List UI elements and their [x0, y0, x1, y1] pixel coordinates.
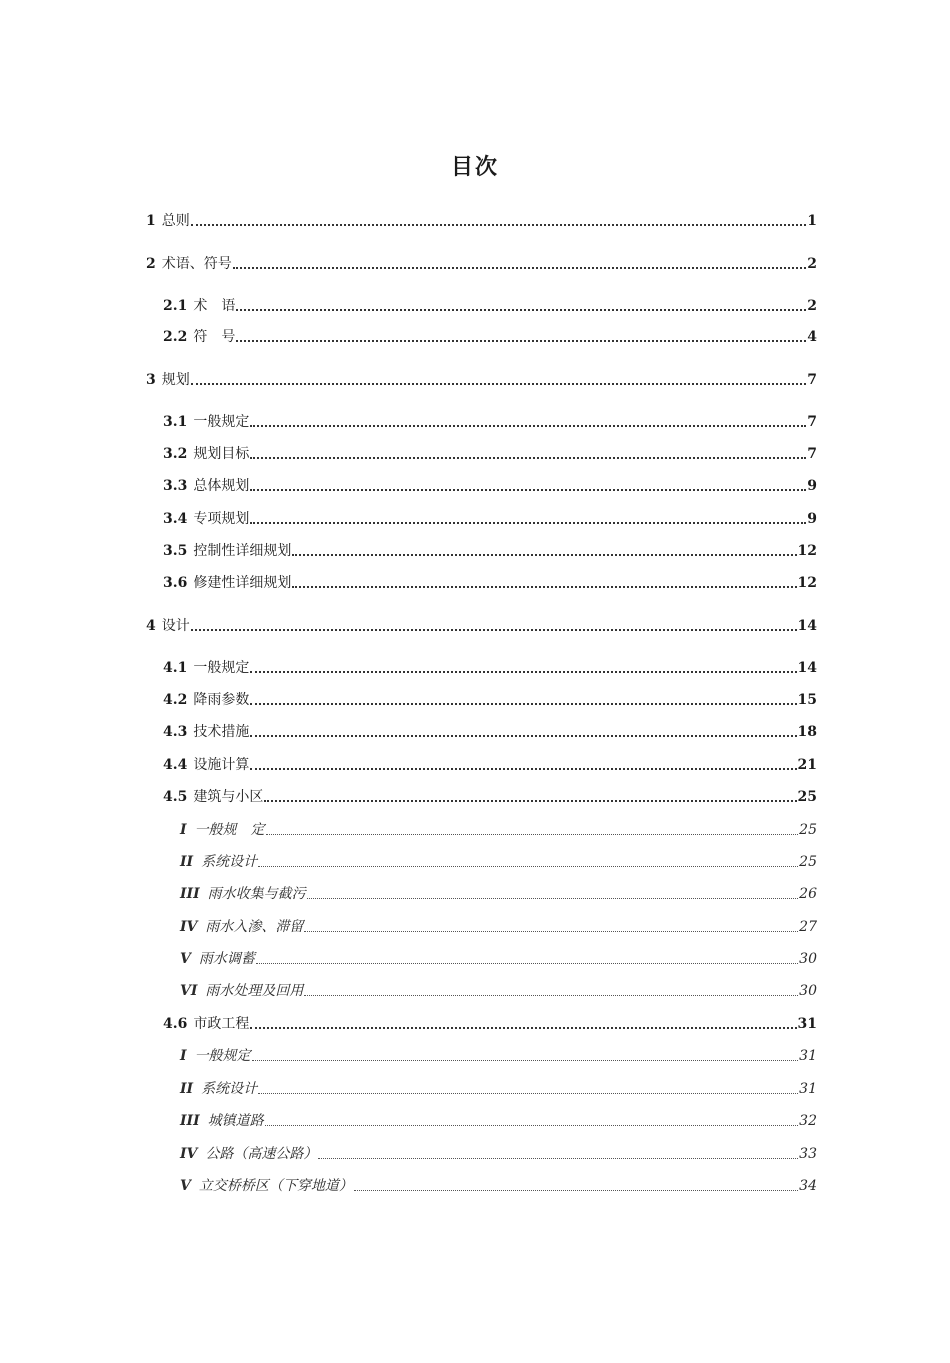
toc-entry-label: 一般规定 — [194, 1048, 251, 1064]
toc-entry-4-5[interactable] — [163, 784, 817, 806]
toc-entry-4-6-iv[interactable] — [180, 1141, 817, 1163]
toc-entry-page: 30 — [799, 983, 817, 999]
toc-entry-number: IV — [180, 919, 198, 935]
toc-entry-4-5-ii[interactable] — [180, 849, 817, 871]
dot-leader — [264, 800, 796, 802]
dot-leader — [318, 1158, 798, 1159]
dot-leader — [236, 340, 806, 342]
toc-entry-label: 控制性详细规划 — [193, 543, 292, 559]
dot-leader — [250, 522, 806, 524]
toc-entry-number: IV — [180, 1146, 198, 1162]
toc-entry-label: 降雨参数 — [193, 692, 250, 708]
toc-entry-3-4[interactable] — [163, 506, 817, 528]
toc-entry-label: 设计 — [161, 618, 190, 634]
toc-entry-label: 技术措施 — [193, 724, 250, 740]
toc-entry-number: III — [180, 1113, 200, 1129]
toc-entry-page: 12 — [797, 575, 817, 591]
toc-entry-label: 雨水调蓄 — [198, 951, 255, 967]
toc-entry-page: 31 — [799, 1081, 817, 1097]
toc-entry-number: 2.1 — [163, 298, 188, 314]
dot-leader — [250, 425, 806, 427]
toc-entry-page: 31 — [799, 1048, 817, 1064]
toc-entry-label: 雨水处理及回用 — [205, 983, 304, 999]
toc-entry-label: 专项规划 — [193, 511, 250, 527]
dot-leader — [191, 629, 797, 631]
toc-entry-label: 一般规定 — [193, 660, 250, 676]
toc-entry-4-6-iii[interactable] — [180, 1108, 817, 1130]
toc-entry-3-5[interactable] — [163, 538, 817, 560]
dot-leader — [252, 1060, 799, 1061]
toc-entry-page: 2 — [807, 298, 817, 314]
dot-leader — [191, 224, 807, 226]
toc-entry-4-6-i[interactable] — [180, 1043, 817, 1065]
toc-title: 目次 — [450, 154, 499, 180]
toc-entry-label: 设施计算 — [193, 757, 250, 773]
dot-leader — [250, 457, 806, 459]
toc-entry-page: 33 — [799, 1146, 817, 1162]
toc-entry-page: 18 — [797, 724, 817, 740]
toc-entry-label: 术 语 — [193, 298, 236, 314]
dot-leader — [233, 267, 807, 269]
toc-entry-label: 公路（高速公路） — [205, 1146, 318, 1162]
toc-entry-number: 3.1 — [163, 414, 188, 430]
toc-entry-number: 4.1 — [163, 660, 188, 676]
toc-entry-number: 4.6 — [163, 1016, 188, 1032]
toc-entry-number: VI — [180, 983, 198, 999]
toc-entry-page: 26 — [799, 886, 817, 902]
toc-entry-label: 术语、符号 — [161, 256, 232, 272]
toc-entry-number: V — [180, 951, 191, 967]
dot-leader — [265, 1125, 799, 1126]
toc-entry-page: 4 — [807, 329, 817, 345]
toc-entry-label: 规划 — [161, 372, 190, 388]
dot-leader — [258, 866, 798, 867]
toc-entry-number: III — [180, 886, 200, 902]
toc-entry-3[interactable] — [146, 367, 817, 389]
toc-entry-page: 27 — [799, 919, 817, 935]
toc-entry-label: 系统设计 — [201, 1081, 258, 1097]
toc-entry-2-2[interactable] — [163, 324, 817, 346]
toc-entry-label: 一般规 定 — [194, 822, 265, 838]
toc-entry-number: 3 — [146, 372, 156, 388]
toc-entry-label: 总则 — [161, 213, 190, 229]
toc-entry-number: 3.2 — [163, 446, 188, 462]
toc-entry-page: 32 — [799, 1113, 817, 1129]
toc-entry-number: II — [180, 1081, 194, 1097]
toc-entry-4-4[interactable] — [163, 752, 817, 774]
toc-entry-page: 1 — [807, 213, 817, 229]
toc-entry-label: 修建性详细规划 — [193, 575, 292, 591]
toc-entry-page: 31 — [797, 1016, 817, 1032]
toc-entry-2[interactable] — [146, 251, 817, 273]
toc-entry-number: 4.5 — [163, 789, 188, 805]
dot-leader — [250, 1027, 796, 1029]
toc-entry-number: II — [180, 854, 194, 870]
toc-entry-label: 符 号 — [193, 329, 236, 345]
toc-entry-4-6-ii[interactable] — [180, 1076, 817, 1098]
toc-entry-label: 规划目标 — [193, 446, 250, 462]
toc-entry-4-6-v[interactable] — [180, 1173, 817, 1195]
toc-entry-number: I — [180, 1048, 187, 1064]
toc-entry-number: I — [180, 822, 187, 838]
dot-leader — [250, 735, 796, 737]
toc-entry-1[interactable] — [146, 208, 817, 230]
toc-entry-page: 9 — [807, 478, 817, 494]
toc-entry-4-6[interactable] — [163, 1011, 817, 1033]
toc-entry-number: 2.2 — [163, 329, 188, 345]
toc-entry-label: 立交桥桥区（下穿地道） — [198, 1178, 353, 1194]
toc-entry-number: 4.4 — [163, 757, 188, 773]
toc-entry-number: 4 — [146, 618, 156, 634]
toc-entry-label: 总体规划 — [193, 478, 250, 494]
toc-entry-4-5-v[interactable] — [180, 946, 817, 968]
toc-entry-page: 9 — [807, 511, 817, 527]
toc-entry-page: 25 — [799, 822, 817, 838]
dot-leader — [292, 586, 796, 588]
toc-entry-3-1[interactable] — [163, 409, 817, 431]
dot-leader — [307, 898, 799, 899]
toc-entry-page: 14 — [797, 618, 817, 634]
toc-entry-label: 雨水入渗、滞留 — [205, 919, 304, 935]
toc-entry-number: 4.3 — [163, 724, 188, 740]
toc-entry-label: 建筑与小区 — [193, 789, 264, 805]
toc-entry-3-2[interactable] — [163, 441, 817, 463]
toc-entry-number: 2 — [146, 256, 156, 272]
toc-entry-number: 1 — [146, 213, 156, 229]
toc-entry-label: 城镇道路 — [207, 1113, 264, 1129]
toc-entry-page: 25 — [799, 854, 817, 870]
toc-entry-label: 雨水收集与截污 — [207, 886, 306, 902]
dot-leader — [250, 671, 796, 673]
toc-entry-number: 4.2 — [163, 692, 188, 708]
toc-entry-page: 7 — [807, 372, 817, 388]
toc-entry-label: 一般规定 — [193, 414, 250, 430]
dot-leader — [304, 995, 798, 996]
dot-leader — [304, 931, 798, 932]
dot-leader — [354, 1190, 798, 1191]
dot-leader — [258, 1093, 798, 1094]
toc-entry-page: 14 — [797, 660, 817, 676]
toc-entry-number: 3.4 — [163, 511, 188, 527]
toc-entry-number: 3.5 — [163, 543, 188, 559]
dot-leader — [191, 383, 807, 385]
dot-leader — [236, 309, 806, 311]
toc-entry-4-5-iv[interactable] — [180, 914, 817, 936]
toc-entry-3-6[interactable] — [163, 570, 817, 592]
toc-entry-number: V — [180, 1178, 191, 1194]
toc-entry-2-1[interactable] — [163, 293, 817, 315]
toc-entry-page: 34 — [799, 1178, 817, 1194]
toc-entry-page: 7 — [807, 414, 817, 430]
dot-leader — [256, 963, 798, 964]
toc-entry-3-3[interactable] — [163, 473, 817, 495]
toc-entry-4-3[interactable] — [163, 719, 817, 741]
dot-leader — [250, 703, 796, 705]
toc-entry-page: 15 — [797, 692, 817, 708]
toc-entry-4-2[interactable] — [163, 687, 817, 709]
dot-leader — [292, 554, 796, 556]
toc-entry-4-5-i[interactable] — [180, 817, 817, 839]
toc-entry-page: 25 — [797, 789, 817, 805]
dot-leader — [250, 768, 796, 770]
toc-entry-page: 7 — [807, 446, 817, 462]
toc-entry-4-1[interactable] — [163, 655, 817, 677]
toc-entry-number: 3.3 — [163, 478, 188, 494]
toc-entry-page: 12 — [797, 543, 817, 559]
toc-entry-number: 3.6 — [163, 575, 188, 591]
toc-entry-page: 30 — [799, 951, 817, 967]
toc-entry-4-5-iii[interactable] — [180, 881, 817, 903]
toc-entry-label: 系统设计 — [201, 854, 258, 870]
toc-entry-page: 2 — [807, 256, 817, 272]
toc-entry-label: 市政工程 — [193, 1016, 250, 1032]
dot-leader — [250, 489, 806, 491]
toc-entry-4-5-vi[interactable] — [180, 978, 817, 1000]
toc-entry-4[interactable] — [146, 613, 817, 635]
toc-entry-page: 21 — [797, 757, 817, 773]
dot-leader — [266, 834, 799, 835]
